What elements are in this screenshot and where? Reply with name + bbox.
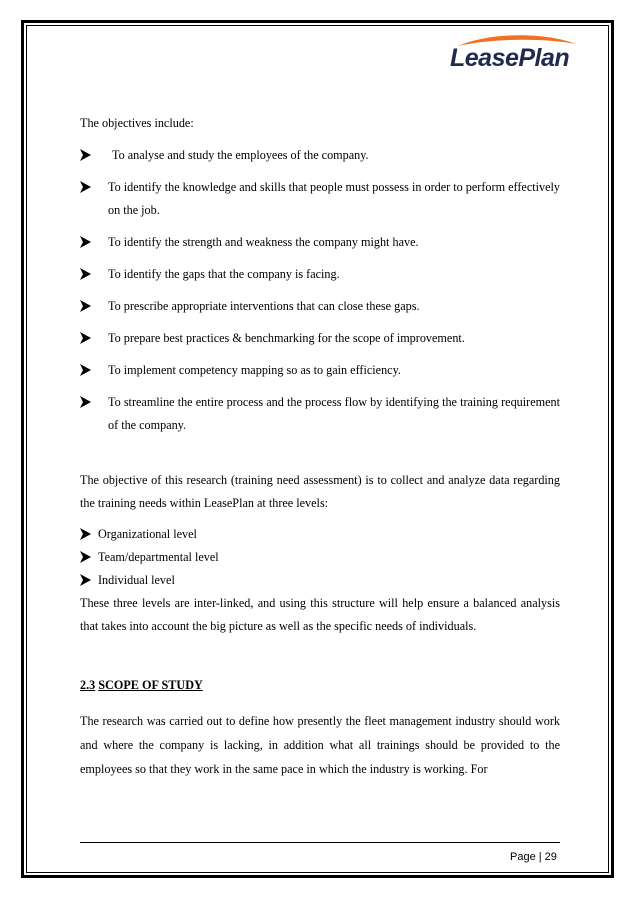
arrow-bullet-icon [80, 295, 92, 312]
page-number: Page | 29 [510, 851, 557, 863]
list-item: To prepare best practices & benchmarking for the scope of improvement. [80, 327, 560, 350]
objective-paragraph: The objective of this research (training need assessment) is to collect and analyze data regarding the training needs within LeasePlan at three levels: [80, 473, 560, 510]
arrow-bullet-icon [80, 569, 92, 586]
arrow-bullet-icon [80, 231, 92, 248]
list-item: To identify the gaps that the company is facing. [80, 263, 560, 286]
section-heading [80, 674, 560, 697]
list-item: To identify the strength and weakness the company might have. [80, 231, 560, 254]
list-item: Organizational level [80, 523, 560, 546]
objectives-intro: The objectives include: [80, 116, 194, 130]
arrow-bullet-icon [80, 263, 92, 280]
arrow-bullet-icon [80, 176, 92, 193]
arrow-bullet-icon [80, 359, 92, 376]
section-title: SCOPE OF STUDY [98, 678, 203, 692]
list-item: To identify the knowledge and skills that people must possess in order to perform effectively on the job. [80, 176, 560, 222]
arrow-bullet-icon [80, 327, 92, 344]
arrow-bullet-icon [80, 523, 92, 540]
scope-paragraph: The research was carried out to define how presently the fleet management industry should work and where the company is lacking, in addition what all trainings should be provided to the employees so that they work in the same pace in which the industry is working. For [80, 714, 560, 776]
leaseplan-logo [450, 34, 578, 80]
list-item: To implement competency mapping so as to gain efficiency. [80, 359, 560, 382]
list-item: Individual level [80, 569, 560, 592]
section-number: 2.3 [80, 678, 96, 692]
page-content [80, 112, 560, 781]
list-item: To streamline the entire process and the process flow by identifying the training requirement of the company. [80, 391, 560, 437]
list-item: Team/departmental level [80, 546, 560, 569]
arrow-bullet-icon [80, 391, 92, 408]
footer-rule [80, 842, 560, 843]
arrow-bullet-icon [80, 546, 92, 563]
list-item: To prescribe appropriate interventions that can close these gaps. [80, 295, 560, 318]
arrow-bullet-icon [80, 144, 92, 161]
list-item: To analyse and study the employees of the company. [80, 144, 560, 167]
levels-paragraph: These three levels are inter-linked, and using this structure will help ensure a balanced analysis that takes into account the big picture as well as the specific needs of individuals. [80, 596, 560, 633]
logo-text: LeasePlan [450, 44, 570, 72]
